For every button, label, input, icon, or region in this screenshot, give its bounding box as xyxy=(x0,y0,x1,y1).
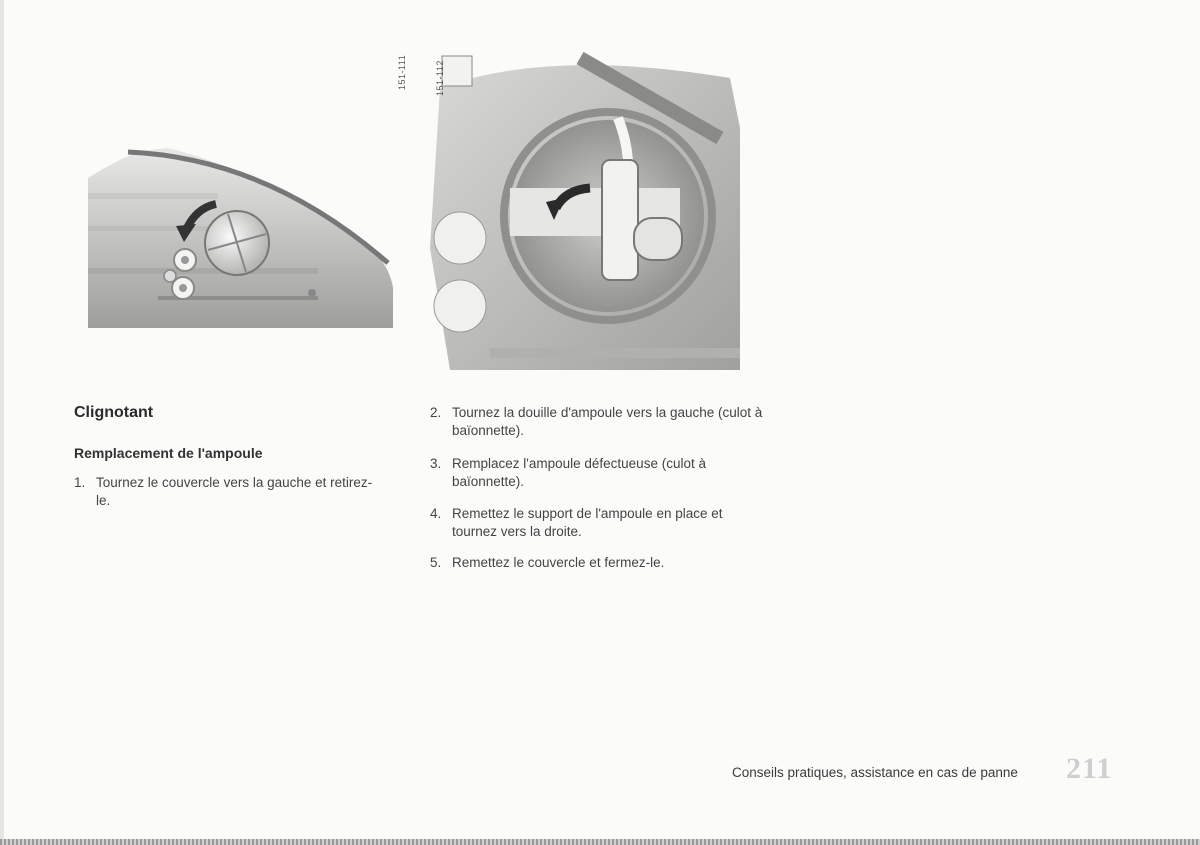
bulb-socket-illustration xyxy=(430,48,742,370)
figure-code-left: 151-111 xyxy=(397,54,407,90)
step-text: Remplacez l'ampoule défectueuse (culot à baïonnette). xyxy=(452,456,706,489)
step-number: 5. xyxy=(430,555,442,570)
step-item xyxy=(74,474,374,510)
step-text: Remettez le couvercle et fermez-le. xyxy=(452,555,665,570)
section-heading: Clignotant xyxy=(74,404,154,421)
page-number: 211 xyxy=(1066,752,1113,785)
step-text: Remettez le support de l'ampoule en place et tournez vers la droite. xyxy=(452,506,723,539)
step-item xyxy=(430,404,770,440)
step-number: 3. xyxy=(430,456,442,471)
step-item xyxy=(430,554,770,572)
step-text: Tournez la douille d'ampoule vers la gauche (culot à baïonnette). xyxy=(452,405,763,438)
page-fold xyxy=(0,0,4,845)
step-item xyxy=(430,505,770,541)
step-number: 1. xyxy=(74,475,86,490)
step-item xyxy=(430,455,770,491)
figure-code-right: 151-112 xyxy=(435,60,445,96)
step-number: 2. xyxy=(430,405,442,420)
section-subheading: Remplacement de l'ampoule xyxy=(74,445,263,461)
headlight-cover-illustration xyxy=(88,138,398,334)
page-edge xyxy=(0,839,1200,845)
step-text: Tournez le couvercle vers la gauche et retirez-le. xyxy=(96,475,373,508)
step-number: 4. xyxy=(430,506,442,521)
chapter-footer: Conseils pratiques, assistance en cas de panne xyxy=(732,765,1018,780)
